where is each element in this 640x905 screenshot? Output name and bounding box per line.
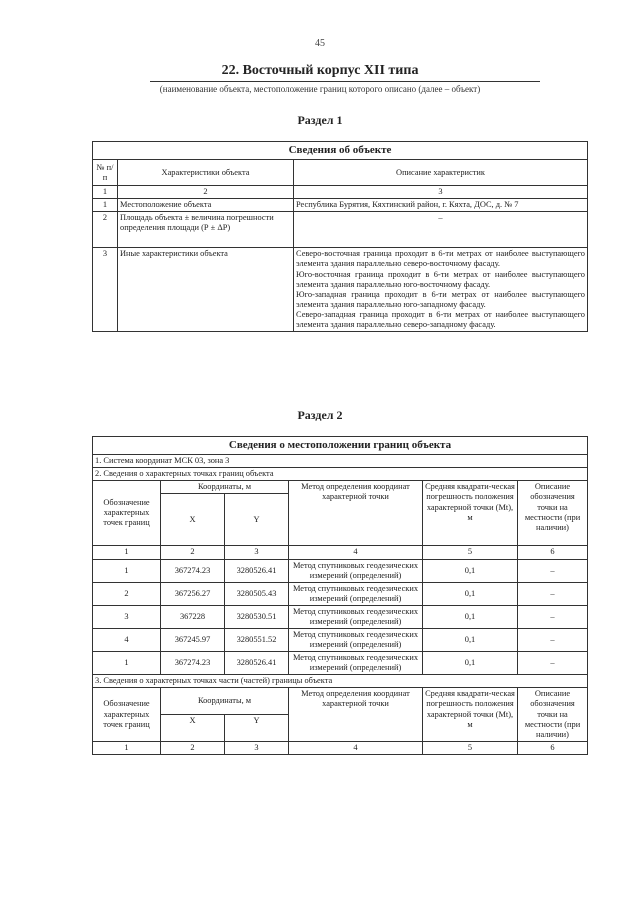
error: 0,1 <box>423 605 518 628</box>
index-cell: 4 <box>289 546 423 559</box>
title-caption: (наименование объекта, местоположение границ которого описано (далее – объект) <box>159 84 481 94</box>
col-description-header: Описание обозначения точки на местности (при наличии) <box>518 688 588 741</box>
boundary-description: Северо-западная граница проходит в 6-ти метрах от наиболее выступающего элемента здания параллельно северо-западному фасаду. <box>296 309 585 329</box>
title-underline <box>150 81 540 82</box>
boundary-location-table <box>92 436 588 755</box>
section-1-heading: Раздел 1 <box>297 113 343 127</box>
boundary-description: Северо-восточная граница проходит в 6-ти метрах от наиболее выступающего элемента здания параллельно северо-восточному фасаду. <box>296 249 585 269</box>
characteristic-name: Иные характеристики объекта <box>118 248 294 332</box>
index-cell: 1 <box>93 186 118 199</box>
col-description-header: Описание характеристик <box>294 160 588 186</box>
table-row <box>93 652 588 675</box>
row-number: 2 <box>93 212 118 248</box>
col-point-header: Обозначение характерных точек границ <box>93 481 161 546</box>
coord-x: 367274.23 <box>161 652 225 675</box>
index-cell: 1 <box>93 741 161 754</box>
table-row <box>93 559 588 582</box>
index-cell: 5 <box>423 546 518 559</box>
table2-header: Сведения о местоположении границ объекта <box>93 437 588 455</box>
coord-x: 367228 <box>161 605 225 628</box>
col-y-header: Y <box>225 494 289 546</box>
part-section-title: 3. Сведения о характерных точках части (частей) границы объекта <box>93 675 588 688</box>
index-cell: 2 <box>161 741 225 754</box>
coord-x: 367245.97 <box>161 628 225 651</box>
method: Метод спутниковых геодезических измерений (определений) <box>289 628 423 651</box>
col-description-header: Описание обозначения точки на местности (при наличии) <box>518 481 588 546</box>
col-error-header: Средняя квадрати-ческая погрешность положения характерной точки (Mt), м <box>423 688 518 741</box>
index-cell: 3 <box>225 741 289 754</box>
method: Метод спутниковых геодезических измерений (определений) <box>289 605 423 628</box>
table-row <box>93 605 588 628</box>
coordinate-system: 1. Система координат МСК 03, зона 3 <box>93 455 588 468</box>
index-cell: 3 <box>294 186 588 199</box>
table1-header: Сведения об объекте <box>93 142 588 160</box>
index-cell: 2 <box>161 546 225 559</box>
index-cell: 6 <box>518 741 588 754</box>
point-label: 1 <box>93 559 161 582</box>
point-description: – <box>518 559 588 582</box>
page-number: 45 <box>315 38 325 49</box>
point-label: 2 <box>93 582 161 605</box>
characteristic-value: – <box>294 212 588 248</box>
col-characteristics-header: Характеристики объекта <box>118 160 294 186</box>
col-number-header: № п/п <box>93 160 118 186</box>
error: 0,1 <box>423 652 518 675</box>
row-number: 3 <box>93 248 118 332</box>
col-method-header: Метод определения координат характерной точки <box>289 481 423 546</box>
section-2-heading: Раздел 2 <box>297 408 343 422</box>
error: 0,1 <box>423 628 518 651</box>
col-point-header: Обозначение характерных точек границ <box>93 688 161 741</box>
index-cell: 3 <box>225 546 289 559</box>
point-label: 1 <box>93 652 161 675</box>
col-y-header: Y <box>225 715 289 742</box>
coord-y: 3280526.41 <box>225 559 289 582</box>
method: Метод спутниковых геодезических измерений (определений) <box>289 582 423 605</box>
table-row <box>93 248 588 332</box>
coord-y: 3280530.51 <box>225 605 289 628</box>
index-cell: 5 <box>423 741 518 754</box>
point-description: – <box>518 652 588 675</box>
point-label: 4 <box>93 628 161 651</box>
col-x-header: X <box>161 715 225 742</box>
coord-y: 3280505.43 <box>225 582 289 605</box>
point-description: – <box>518 628 588 651</box>
coord-y: 3280551.52 <box>225 628 289 651</box>
table-row <box>93 628 588 651</box>
point-label: 3 <box>93 605 161 628</box>
characteristic-value <box>294 248 588 332</box>
index-cell: 4 <box>289 741 423 754</box>
row-number: 1 <box>93 199 118 212</box>
method: Метод спутниковых геодезических измерений (определений) <box>289 559 423 582</box>
col-coords-header: Координаты, м <box>161 481 289 494</box>
col-coords-header: Координаты, м <box>161 688 289 715</box>
table-row <box>93 199 588 212</box>
index-cell: 6 <box>518 546 588 559</box>
characteristic-name: Площадь объекта ± величина погрешности определения площади (Р ± ΔР) <box>118 212 294 248</box>
coord-y: 3280526.41 <box>225 652 289 675</box>
col-method-header: Метод определения координат характерной точки <box>289 688 423 741</box>
object-info-table <box>92 141 588 332</box>
coord-x: 367256.27 <box>161 582 225 605</box>
document-title: 22. Восточный корпус XII типа <box>221 63 419 78</box>
boundary-description: Юго-восточная граница проходит в 6-ти метрах от наиболее выступающего элемента здания параллельно юго-восточному фасаду. <box>296 269 585 289</box>
method: Метод спутниковых геодезических измерений (определений) <box>289 652 423 675</box>
col-x-header: X <box>161 494 225 546</box>
boundary-description: Юго-западная граница проходит в 6-ти метрах от наиболее выступающего элемента здания параллельно юго-западному фасаду. <box>296 289 585 309</box>
table-row <box>93 212 588 248</box>
point-description: – <box>518 605 588 628</box>
col-error-header: Средняя квадрати-ческая погрешность положения характерной точки (Mt), м <box>423 481 518 546</box>
error: 0,1 <box>423 559 518 582</box>
coord-x: 367274.23 <box>161 559 225 582</box>
index-cell: 2 <box>118 186 294 199</box>
table-row <box>93 582 588 605</box>
point-description: – <box>518 582 588 605</box>
points-section-title: 2. Сведения о характерных точках границ объекта <box>93 468 588 481</box>
index-cell: 1 <box>93 546 161 559</box>
characteristic-value: Республика Бурятия, Кяхтинский район, г. Кяхта, ДОС, д. № 7 <box>294 199 588 212</box>
error: 0,1 <box>423 582 518 605</box>
characteristic-name: Местоположение объекта <box>118 199 294 212</box>
